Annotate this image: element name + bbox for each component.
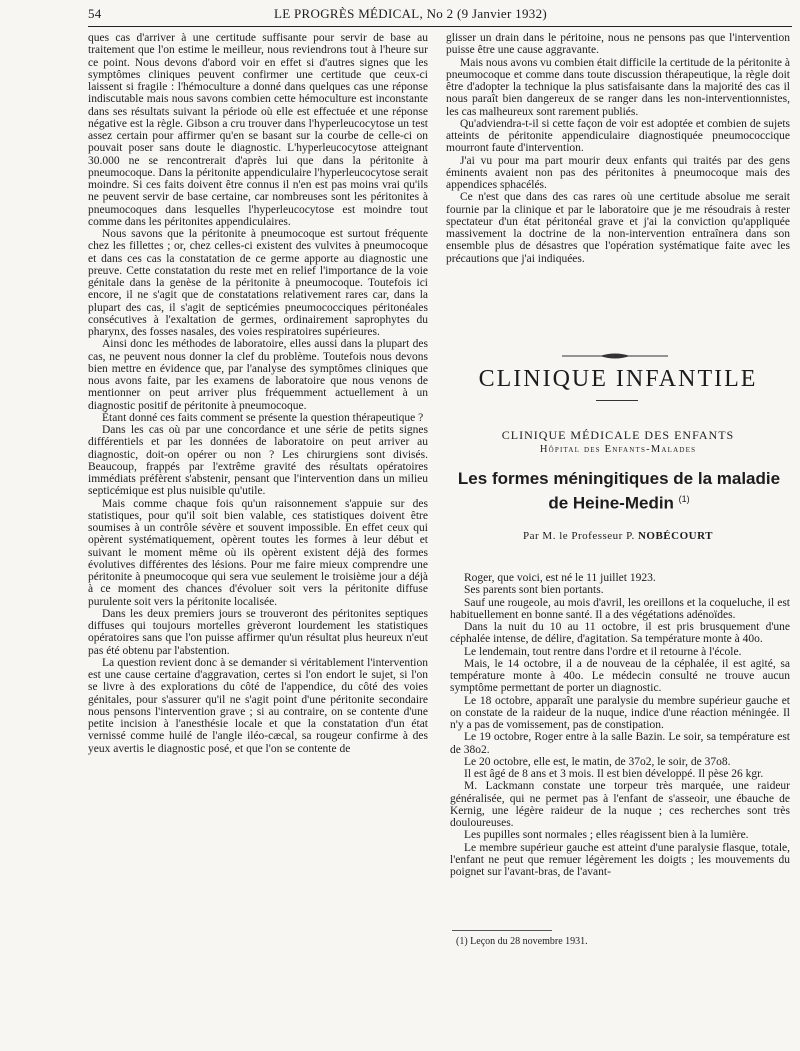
clinic-name: CLINIQUE MÉDICALE DES ENFANTS <box>501 428 735 442</box>
paragraph: Nous savons que la péritonite à pneumocoque est surtout fréquente chez les fillettes ; or, chez celles-ci existent des vulvites à pneumocoque et dans ces cas la constatation de ce germe apporte au diagnostic une preuve. Cette constatation du reste met en relief l'importance de la voie génitale dans la genèse de la péritonite à pneumocoque. Toutefois ici encore, il ne s'agit que de constatations relativement rares car, dans la plupart des cas, il s'agit de septicémies pneumococciques péritonéales consécutives à l'exaltation de germes, ordinairement saprophytes du pharynx, des fosses nasales, des voies respiratoires supérieures. <box>88 228 428 338</box>
page-number: 54 <box>88 6 102 21</box>
section-ornament <box>560 352 670 360</box>
paragraph: La question revient donc à se demander si véritablement l'intervention est une cause certaine d'aggravation, certes si l'on endort le sujet, si l'on se livre à des explorations du côté de l'appendice, du côté des voies génitales, pour s'assurer qu'il ne s'agit point d'une péritonite secondaire nous pensons l'intervention grave ; si au contraire, on se contente d'une petite incision à l'anesthésie locale et que la constatation d'un état vernissé comme huilé de l'angle iléo-cæcal, sa rougeur confirme à des yeux avertis le diagnostic posé, et que l'on se contente de <box>88 656 428 755</box>
paragraph: Mais, le 14 octobre, il a de nouveau de la céphalée, il est agité, sa température monte à 40o. Le médecin consulté ne trouve aucun symptôme permettant de porter un diagnostic. <box>450 657 790 695</box>
footnote-rule <box>452 930 552 931</box>
section-title: CLINIQUE INFANTILE <box>478 366 758 392</box>
left-column <box>88 32 428 755</box>
article-title-text: Les formes méningitiques de la maladie de Heine-Medin <box>457 469 781 513</box>
title-rule <box>596 400 638 401</box>
paragraph: Sauf une rougeole, au mois d'avril, les oreillons et la coqueluche, il est habituellement en bonne santé. Il a des végétations adénoïdes. <box>450 596 790 621</box>
hospital-name: Hôpital des Enfants-Malades <box>539 444 697 455</box>
article-title <box>452 468 786 514</box>
paragraph: Étant donné ces faits comment se présente la question thérapeutique ? <box>102 411 424 424</box>
paragraph: Qu'adviendra-t-il si cette façon de voir est adoptée et combien de sujets atteints de péritonite appendiculaire diagnostiquée pneumococcique mourront faute d'intervention. <box>446 117 790 155</box>
paragraph: Le 20 octobre, elle est, le matin, de 37o2, le soir, de 37o8. <box>464 755 731 768</box>
paragraph: Dans la nuit du 10 au 11 octobre, il est pris brusquement d'une céphalée intense, de délire, d'agitation. Sa température monte à 40o. <box>450 621 790 646</box>
right-column-bottom <box>450 572 790 878</box>
paragraph: Dans les cas où par une concordance et une série de petits signes différentiels et par les données de laboratoire on peut arriver au diagnostic, doit-on opérer ou non ? Les chirurgiens sont divisés. Beaucoup, frappés par l'extrême gravité des résultats opératoires immédiats préfèrent s'abstenir, pensant que l'intervention dans un milieu septicémique est plus nuisible qu'utile. <box>88 424 428 498</box>
author-line <box>446 530 790 542</box>
right-column-top <box>446 32 790 265</box>
paragraph: ques cas d'arriver à une certitude suffisante pour servir de base au traitement que l'on estime le meilleur, nous reviendrons tout à l'heure sur ce point. Nous devons d'abord voir en effet si d'autres signes que les symptômes cliniques peuvent confirmer une certitude que ceux-ci laissent si fragile : l'hémoculture a donné dans quelques cas une réponse indiscutable mais nous savons combien cette hémoculture est inconstante dans ses résultats suivant la période où elle est effectuée et une réponse négative est la règle. Gibson a cru trouver dans l'hyperleucocytose un test assez certain pour affirmer qu'en se basant sur la courbe de celle-ci on pouvait poser sans doute le diagnostic. L'hyperleucocytose atteignant 30.000 ne se rencontrerait d'après lui que dans la péritonite à pneumocoque. Dans la péritonite appendiculaire l'hyperleucocytose serait moindre. Si ces faits doivent être connus il n'en est pas moins vrai qu'ils ne peuvent servir de base certaine, car nombreuses sont les péritonites à pneumocoques dans lesquelles l'hyperleucocytose est moindre tout comme dans les péritonites appendiculaires. <box>88 32 428 228</box>
paragraph: Le 19 octobre, Roger entre à la salle Bazin. Le soir, sa température est de 38o2. <box>450 731 790 756</box>
paragraph: Le membre supérieur gauche est atteint d'une paralysie flasque, totale, l'enfant ne peut que remuer légèrement les doigts ; les mouvements du poignet sur l'avant-bras, de l'avant- <box>450 841 790 878</box>
paragraph: Le lendemain, tout rentre dans l'ordre et il retourne à l'école. <box>464 645 742 658</box>
paragraph: Mais nous avons vu combien était difficile la certitude de la péritonite à pneumocoque et comme dans toute discussion thérapeutique, la règle doit être d'adopter la technique la plus satisfaisante dans la majorité des cas il nous paraît bien dangereux de se ranger dans les non-interventionnistes, les cas malheureux sont rarement publiés. <box>446 56 790 118</box>
header-rule <box>88 26 792 27</box>
paragraph: J'ai vu pour ma part mourir deux enfants qui traités par des gens éminents avaient non pas des péritonites à pneumocoque mais des appendices sphacélés. <box>446 154 790 191</box>
running-header <box>88 6 792 26</box>
paragraph: Ce n'est que dans des cas rares où une certitude absolue me serait fournie par la clinique et par le laboratoire que je me résoudrais à rester spectateur d'un état péritonéal grave et j'ai la conviction qu'appliquée massivement la doctrine de la non-intervention entraînera dans son ensemble plus de désastres que l'opération systématique faite avec les précautions que j'ai indiquées. <box>446 191 790 265</box>
paragraph: glisser un drain dans le péritoine, nous ne pensons pas que l'intervention puisse être une cause aggravante. <box>446 32 790 57</box>
paragraph: Mais comme chaque fois qu'un raisonnement s'appuie sur des statistiques, pour qu'il soit bien valable, ces statistiques doivent être soumises à un contrôle sévère et souvent impossible. En effet ceux qui opèrent systématiquement, opèrent toutes les formes à leur début et suivant le moment même où ils opèrent existent déjà des formes évolutives différentes des lésions. Pour me faire mieux comprendre une péritonite à pneumocoque qui sera vue seulement le troisième jour a déjà à ce moment des chances d'évoluer soit vers la péritonite diffuse purulente soit vers la péritonite localisée. <box>88 497 428 608</box>
paragraph: Dans les deux premiers jours se trouveront des péritonites septiques diffuses qui toujours mortelles grèveront lourdement les statistiques opératoires sans que l'on puisse affirmer qu'un résultat plus heureux n'eut pas été obtenu par l'abstention. <box>88 607 428 657</box>
author-prefix: Par M. le Professeur P. <box>523 530 635 542</box>
footnote-marker: (1) <box>678 494 690 504</box>
author-name: NOBÉCOURT <box>637 530 713 542</box>
paragraph: Ainsi donc les méthodes de laboratoire, elles aussi dans la plupart des cas, ne peuvent nous donner la clef du problème. Toutefois nous devons bien mettre en évidence que, par l'analyse des symptômes cliniques que nous avons faite, par les examens de laboratoire que nous venons de mentionner on peut arriver plus fréquemment actuellement à un diagnostic positif de péritonite à pneumocoque. <box>88 338 428 412</box>
paragraph: M. Lackmann constate une torpeur très marquée, une raideur généralisée, qui ne permet pas à l'enfant de s'asseoir, une ébauche de Kernig, une légère raideur de la nuque ; ces recherches sont très douloureuses. <box>450 780 790 829</box>
paragraph: Il est âgé de 8 ans et 3 mois. Il est bien développé. Il pèse 26 kgr. <box>464 768 764 780</box>
paragraph: Ses parents sont bien portants. <box>464 584 604 597</box>
paragraph: Roger, que voici, est né le 11 juillet 1923. <box>464 572 656 584</box>
paragraph: Les pupilles sont normales ; elles réagissent bien à la lumière. <box>464 829 749 842</box>
footnote: (1) Leçon du 28 novembre 1931. <box>456 936 588 947</box>
paragraph: Le 18 octobre, apparaît une paralysie du membre supérieur gauche et on constate de la raideur de la nuque, indice d'une réaction méningée. Il n'y a pas de vomissement, pas de constipation. <box>450 694 790 731</box>
journal-title: LE PROGRÈS MÉDICAL, No 2 (9 Janvier 1932) <box>274 6 548 21</box>
